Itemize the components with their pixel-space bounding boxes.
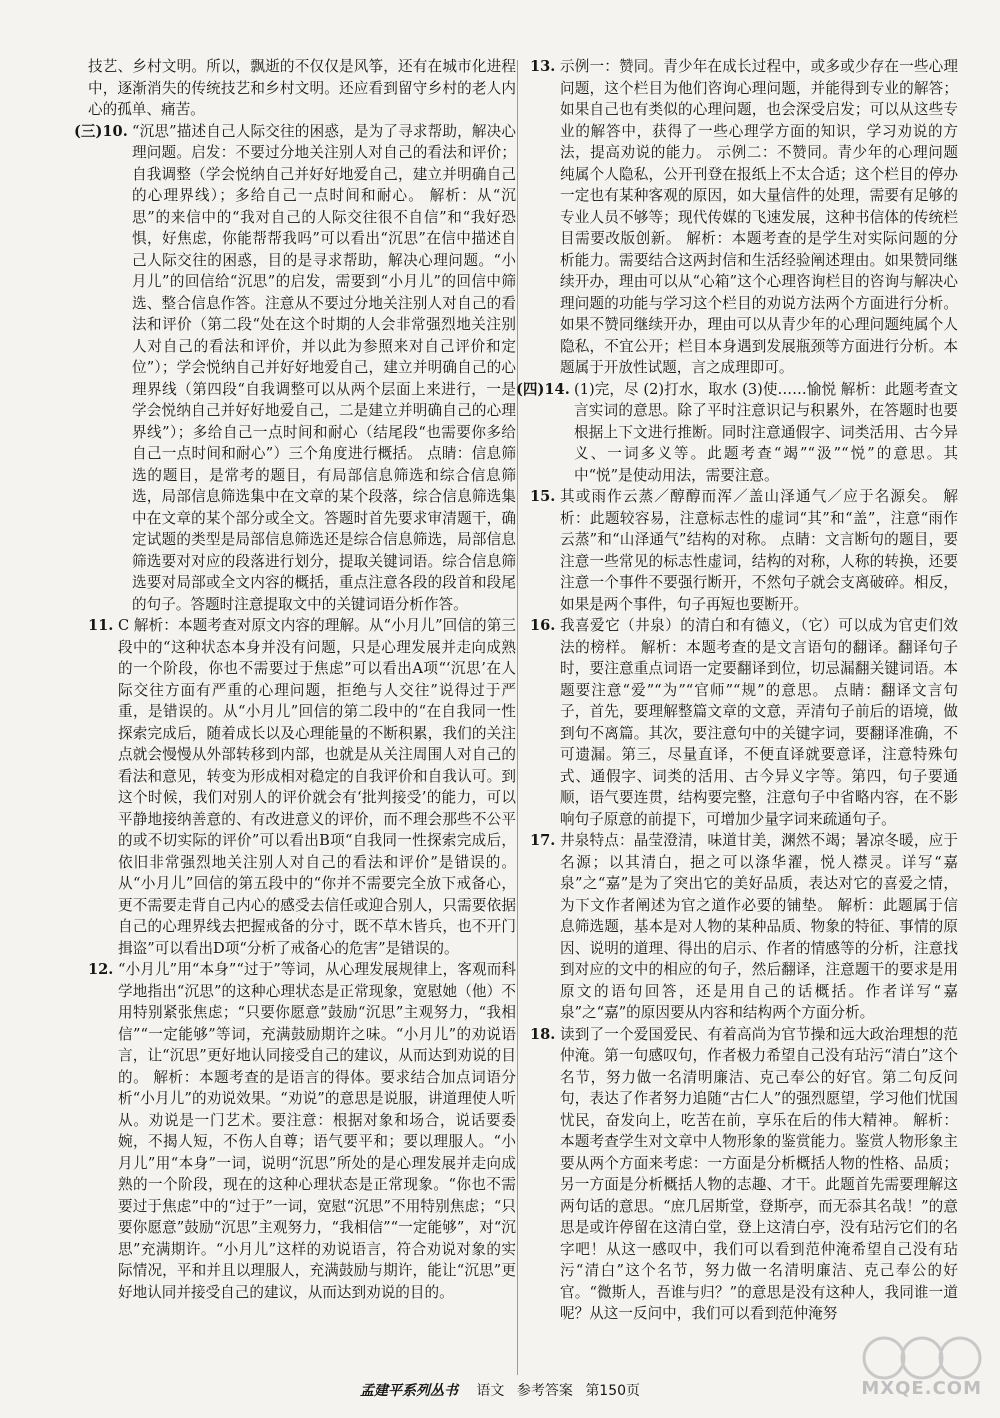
answer-item bbox=[530, 615, 958, 830]
item-number: 17. bbox=[530, 832, 556, 849]
item-number: (三)10. bbox=[74, 122, 128, 140]
item-text: “沉思”描述自己人际交往的困惑，是为了寻求帮助，解决心理问题。启发：不要过分地关注别人对自己的看法和评价；自我调整（学会悦纳自己并好好地爱自己，建立并明确自己的心理界线）；多给自己一点时间和耐心。 解析：从“沉思”的来信中的“我对自己的人际交往很不自信”和“我好恐惧，好焦虑，你能帮帮我吗”可以看出“沉思”在信中描述自己人际交往的困惑，目的是寻求帮助，解决心理问题。“小月儿”的回信给“沉思”的启发，需要到“小月儿”的回信中筛选、整合信息作答。注意从不要过分地关注别人对自己的看法和评价（第二段“处在这个时期的人会非常强烈地关注别人对自己的看法和评价，并以此为参照来对自己评价和定位”）；学会悦纳自己并好好地爱自己，建立并明确自己的心理界线（第四段“自我调整可以从两个层面上来进行，一是学会悦纳自己并好好地爱自己，二是建立并明确自己的心理界线”）；多给自己一点时间和耐心（结尾段“也需要你多给自己一点时间和耐心”）三个角度进行概括。 点睛：信息筛选的题目，是常考的题目，有局部信息筛选和综合信息筛选，局部信息筛选集中在文章的某个段落，综合信息筛选集中在文章的某个部分或全文。答题时首先要求审清题干，确定试题的类型是局部信息筛选还是综合信息筛选，局部信息筛选要对对应的段落进行划分，提取关键词语。综合信息筛选要对局部或全文内容的概括，重点注意各段的段首和段尾的句子。答题时注意提取文中的关键词语分析作答。 bbox=[132, 122, 516, 613]
footer-section: 参考答案 bbox=[516, 1383, 573, 1399]
answer-item bbox=[74, 121, 516, 616]
answer-item bbox=[530, 830, 958, 1024]
item-text: (1)完，尽 (2)打水，取水 (3)使……愉悦 解析：此题考查文言实词的意思。除了平时注意识记与积累外，在答题时也要根据上下文进行推断。同时注意通假字、词类活用、古今异义、一词多义等。此题考查“竭”“汲”“悦”的意思。其中“悦”是使动用法，需要注意。 bbox=[574, 380, 958, 484]
answer-item bbox=[88, 959, 516, 1303]
item-text: 井泉特点：晶莹澄清，味道甘美，渊然不竭；暑凉冬暖，应于名源；以其清白，挹之可以涤华濯，悦人襟灵。详写“嘉泉”之“嘉”是为了突出它的美好品质，表达对它的喜爱之情，为下文作者阐述为官之道作必要的铺垫。 解析：此题属于信息筛选题，基本是对人物的某种品质、物象的特征、事情的原因、说明的道理、得出的启示、作者的情感等的分析，注意找到对应的文中的相应的句子，然后翻译，注意题干的要求是用原文的语句回答，还是用自己的话概括。作者详写“嘉泉”之“嘉”的原因要从内容和结构两个方面分析。 bbox=[560, 832, 958, 1021]
item-text: 读到了一个爱国爱民、有着高尚为官节操和远大政治理想的范仲淹。第一句感叹句，作者极力希望自己没有玷污“清白”这个名节，努力做一名清明廉洁、克己奉公的好官。第二句反问句，表达了作者努力追随“古仁人”的强烈愿望，学习他们忧国忧民，奋发向上，吃苦在前，享乐在后的伟大精神。 解析：本题考查学生对文章中人物形象的鉴赏能力。鉴赏人物形象主要从两个方面来考虑：一方面是分析概括人物的性格、品质；另一方面是分析概括人物的志趣、才干。此题首先需要理解这两句话的意思。“庶几居斯堂，登斯亭，而无忝其名哉！”的意思是或许停留在这清白堂，登上这清白亭，没有玷污它们的名字吧！从这一感叹中，我们可以看到范仲淹希望自己没有玷污“清白”这个名节，努力做一名清明廉洁、克己奉公的好官。“微斯人，吾谁与归？”的意思是没有这种人，我同谁一道呢？从这一反问中，我们可以看到范仲淹努 bbox=[560, 1025, 958, 1322]
answer-item bbox=[530, 486, 958, 615]
page-footer bbox=[0, 1380, 1000, 1400]
series-brand: 孟建平系列丛书 bbox=[359, 1383, 458, 1399]
item-number: 15. bbox=[530, 488, 556, 505]
item-text: 我喜爱它（井泉）的清白和有德义，（它）可以成为官吏们效法的榜样。 解析：本题考查的是文言语句的翻译。翻译句子时，要注意重点词语一定要翻译到位，切忌漏翻关键词语。本题要注意“爱”“为”“官师”“规”的意思。 点睛：翻译文言句子，首先，要理解整篇文章的文意，弄清句子前后的语境，做到句不离篇。其次，要注意句中的关键字词，要翻译准确，不可遗漏。第三，尽量直译，不便直译就要意译，注意特殊句式、通假字、词类的活用、古今异义字等。第四，句子要通顺，语气要连贯，结构要完整，注意句子中省略内容，在不影响句子原意的前提下，可增加少量字词来疏通句子。 bbox=[560, 617, 958, 828]
answer-item bbox=[88, 615, 516, 959]
item-number: 13. bbox=[530, 58, 556, 75]
intro-paragraph: 技艺、乡村文明。所以，飘逝的不仅仅是风筝，还有在城市化进程中，逐渐消失的传统技艺和乡村文明。还应看到留守乡村的老人内心的孤单、痛苦。 bbox=[88, 58, 516, 118]
item-text: 示例一：赞同。青少年在成长过程中，或多或少存在一些心理问题，这个栏目为他们咨询心理问题，并能得到专业的解答；如果自己也有类似的心理问题，也会深受启发；可以从这些专业的解答中，获得了一些心理学方面的知识，学习劝说的方法，提高劝说的能力。 示例二：不赞同。青少年的心理问题纯属个人隐私，公开刊登在报纸上不太合适；这个栏目的停办一定也有某种客观的原因，如大量信件的处理，需要有足够的专业人员不够等；现代传媒的飞速发展，这种书信体的传统栏目需要改版创新。 解析：本题考查的是学生对实际问题的分析能力。需要结合这两封信和生活经验阐述理由。如果赞同继续开办，理由可以从“心箱”这个心理咨询栏目的咨询与解决心理问题的功能与学习这个栏目的劝说方法两个方面进行分析。如果不赞同继续开办，理由可以从青少年的心理问题纯属个人隐私，不宜公开；栏目本身遇到发展瓶颈等方面进行分析。本题属于开放性试题，言之成理即可。 bbox=[560, 58, 958, 376]
item-text: 其或雨作云蒸／醇醇而浑／盖山泽通气／应于名源矣。 解析：此题较容易，注意标志性的虚词“其”和“盖”，注意“雨作云蒸”和“山泽通气”结构的对称。 点睛：文言断句的题目，要注意一些常见的标志性虚词，结构的对称，人称的转换，还要注意一个事件不要强行断开，不然句子就会支离破碎。相反，如果是两个事件，句子再短也要断开。 bbox=[560, 488, 958, 613]
item-text: C 解析：本题考查对原文内容的理解。从“小月儿”回信的第三段中的“这种状态本身并没有问题，只是心理发展并走向成熟的一个阶段，你也不需要过于焦虑”可以看出A项“‘沉思’在人际交往方面有严重的心理问题，拒绝与人交往”说得过于严重，是错误的。从“小月儿”回信的第二段中的“在自我同一性探索完成后，随着成长以及心理能量的不断积累，我们的关注点就会慢慢从外部转移到内部，也就是从关注周围人对自己的看法和意见，转变为形成相对稳定的自我评价和自我认可。到这个时候，我们对别人的评价就会有‘批判接受’的能力，可以平静地接纳善意的、有改进意义的评价，而不理会那些不公平的或不切实际的评价”可以看出B项“自我同一性探索完成后，依旧非常强烈地关注别人对自己的看法和评价”是错误的。从“小月儿”回信的第五段中的“你并不需要完全放下戒备心，更不需要走背自己内心的感受去信任或迎合别人，只需要依据自己的心理界线去把握戒备的分寸，既不草木皆兵，也不开门揖盗”可以看出D项“分析了戒备心的危害”是错误的。 bbox=[118, 617, 516, 957]
watermark-text: MXQE.COM bbox=[861, 1378, 982, 1399]
item-number: 12. bbox=[88, 961, 114, 978]
item-number: 16. bbox=[530, 617, 556, 634]
item-number: (四)14. bbox=[516, 380, 570, 398]
footer-subject: 语文 bbox=[476, 1383, 505, 1399]
answer-item bbox=[530, 1024, 958, 1325]
item-text: “小月儿”用“本身”“过于”等词，从心理发展规律上，客观而科学地指出“沉思”的这种心理状态是正常现象，宽慰她（他）不用特别紧张焦虑；“只要你愿意”鼓励“沉思”主观努力，“我相信”“一定能够”等词，充满鼓励期许之味。“小月儿”的劝说语言，让“沉思”更好地认同接受自己的建议，从而达到劝说的目的。 解析：本题考查的是语言的得体。要求结合加点词语分析“小月儿”的劝说效果。“劝说”的意思是说服，讲道理使人听从。劝说是一门艺术。要注意：根据对象和场合，说话要委婉，不揭人短，不伤人自尊；语气要平和；要以理服人。“小月儿”用“本身”一词，说明“沉思”所处的是心理发展并走向成熟的一个阶段，现在的这种心理状态是正常现象。“你也不需要过于焦虑”中的“过于”一词，宽慰“沉思”不用特别焦虑；“只要你愿意”鼓励“沉思”主观努力，“我相信”“一定能够”，对“沉思”充满期许。“小月儿”这样的劝说语言，符合劝说对象的实际情况，平和并且以理服人，充满鼓励与期许，能让“沉思”更好地认同并接受自己的建议，从而达到劝说的目的。 bbox=[118, 961, 516, 1301]
answer-item bbox=[530, 56, 958, 379]
item-number: 18. bbox=[530, 1025, 556, 1043]
column-divider bbox=[517, 60, 518, 1375]
right-column bbox=[516, 56, 958, 1325]
item-number: 11. bbox=[88, 617, 114, 634]
page-number: 第150页 bbox=[585, 1383, 641, 1399]
left-column bbox=[74, 56, 516, 1303]
answer-item bbox=[516, 379, 958, 487]
